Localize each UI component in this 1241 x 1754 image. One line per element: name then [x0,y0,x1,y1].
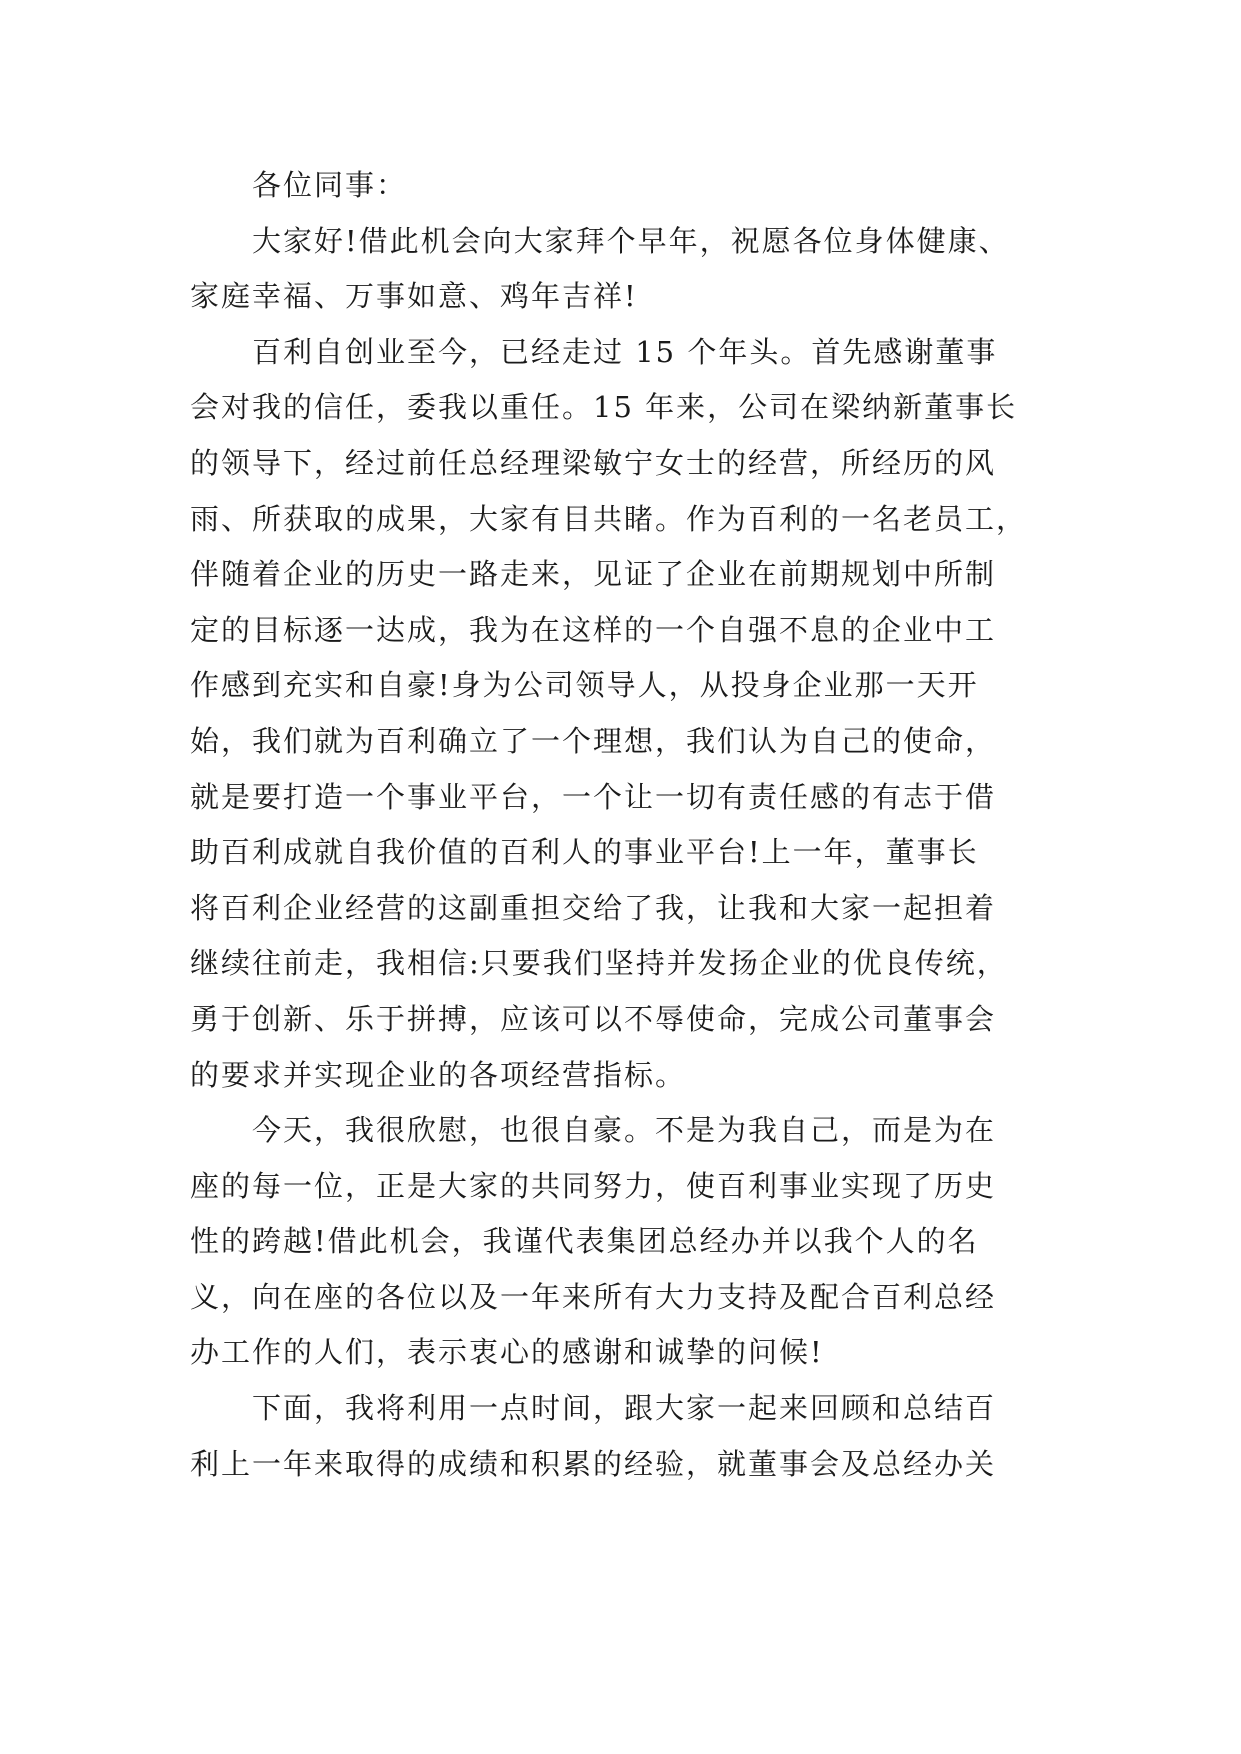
text-line: 作感到充实和自豪!身为公司领导人，从投身企业那一天开 [190,668,979,703]
text-line: 义，向在座的各位以及一年来所有大力支持及配合百利总经 [190,1279,997,1314]
text-line: 性的跨越!借此机会，我谨代表集团总经办并以我个人的名 [190,1224,979,1259]
text-line: 就是要打造一个事业平台，一个让一切有责任感的有志于借 [190,779,997,814]
text-line: 利上一年来取得的成绩和积累的经验，就董事会及总经办关 [190,1446,997,1481]
text-line: 的领导下，经过前任总经理梁敏宁女士的经营，所经历的风 [190,445,997,480]
text-line: 雨、所获取的成果，大家有目共睹。作为百利的一名老员工， [190,501,1028,536]
text-line: 办工作的人们，表示衷心的感谢和诚挚的问候! [190,1335,824,1370]
document-body [190,158,1062,1492]
text-line: 将百利企业经营的这副重担交给了我，让我和大家一起担着 [190,890,997,925]
text-line: 会对我的信任，委我以重任。15 年来，公司在梁纳新董事长 [190,390,1018,425]
text-line: 伴随着企业的历史一路走来，见证了企业在前期规划中所制 [190,557,997,592]
text-line: 的要求并实现企业的各项经营指标。 [190,1057,687,1092]
text-line: 座的每一位，正是大家的共同努力，使百利事业实现了历史 [190,1168,997,1203]
paragraph-first-line: 大家好!借此机会向大家拜个早年，祝愿各位身体健康、 [252,223,1010,258]
paragraph-first-line: 下面，我将利用一点时间，跟大家一起来回顾和总结百 [252,1391,997,1426]
text-line: 助百利成就自我价值的百利人的事业平台!上一年，董事长 [190,835,979,870]
paragraph-first-line: 各位同事： [252,168,408,202]
paragraph-first-line: 今天，我很欣慰，也很自豪。不是为我自己，而是为在 [252,1113,997,1148]
paragraph-first-line: 百利自创业至今，已经走过 15 个年头。首先感谢董事 [252,334,998,369]
text-line: 始，我们就为百利确立了一个理想，我们认为自己的使命， [190,723,997,758]
text-line: 定的目标逐一达成，我为在这样的一个自强不息的企业中工 [190,612,997,647]
text-line: 家庭幸福、万事如意、鸡年吉祥! [190,279,638,314]
text-line: 勇于创新、乐于拼搏，应该可以不辱使命，完成公司董事会 [190,1001,997,1036]
text-line: 继续往前走，我相信:只要我们坚持并发扬企业的优良传统， [190,946,1008,981]
